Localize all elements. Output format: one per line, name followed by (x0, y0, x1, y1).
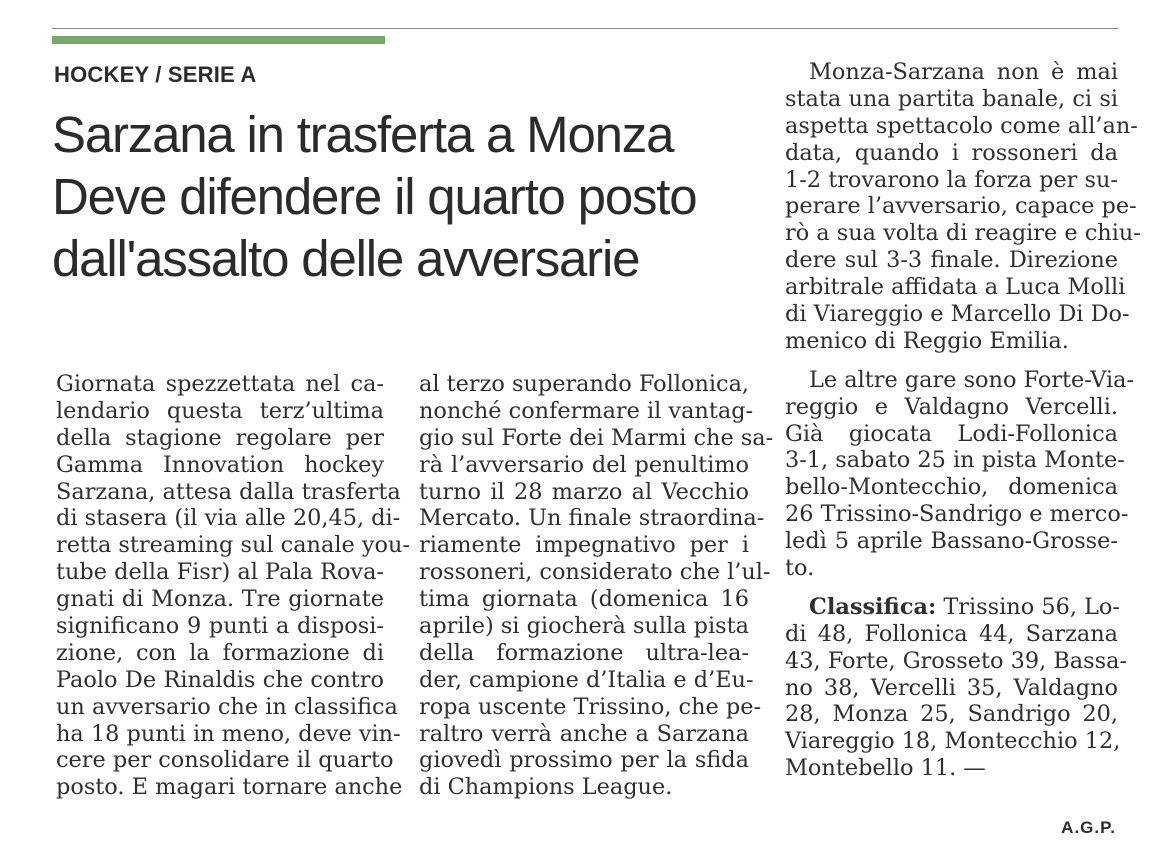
text-line: Giornata spezzettata nel ca- (56, 371, 384, 397)
text-line: raltro verrà anche a Sarzana (419, 720, 749, 747)
text-line: riamente impegnativo per i (419, 532, 749, 559)
article-column-1 (56, 371, 410, 801)
text-line: significano 9 punti a disposi- (56, 613, 384, 640)
text-line: nonché confermare il vantag- (419, 397, 754, 424)
paragraph-gap (785, 355, 1118, 367)
text-line: Viareggio 18, Montecchio 12, (785, 728, 1121, 755)
text-line: della stagione regolare per (56, 424, 384, 451)
text-line: 26 Trissino-Sandrigo e merco- (785, 501, 1129, 528)
section-accent-bar (52, 36, 385, 44)
text-line: turno il 28 marzo al Vecchio (419, 478, 749, 505)
text-line: 43, Forte, Grosseto 39, Bassa- (785, 647, 1128, 674)
top-rule (52, 28, 1118, 29)
text-line: 3-1, sabato 25 in pista Monte- (785, 447, 1125, 474)
text-line: tube della Fisr) al Pala Rova- (56, 559, 384, 586)
text-line: gio sul Forte dei Marmi che sa- (419, 424, 774, 451)
text-line: ropa uscente Trissino, che pe- (419, 693, 762, 720)
text-line: lendario questa terz’ultima (56, 397, 384, 424)
text-line: ledì 5 aprile Bassano-Grosse- (785, 528, 1118, 555)
text-line: posto. E magari tornare anche (56, 774, 403, 801)
text-line: aspetta spettacolo come all’an- (785, 112, 1138, 139)
section-kicker: HOCKEY / SERIE A (54, 62, 257, 87)
text-line: bello-Montecchio, domenica (785, 474, 1118, 501)
headline (52, 104, 767, 290)
text-line: Le altre gare sono Forte-Via- (809, 366, 1135, 393)
standings-first-text: Trissino 56, Lo- (936, 593, 1120, 620)
text-line: tima giornata (domenica 16 (419, 586, 749, 613)
paragraph-gap (785, 582, 1118, 594)
text-line: rossoneri, considerato che l’ul- (419, 559, 771, 586)
text-line: rà l’avversario del penultimo (419, 451, 749, 478)
text-line: data, quando i rossoneri da (785, 139, 1118, 166)
text-line: reggio e Valdagno Vercelli. (785, 393, 1118, 420)
text-line: della formazione ultra-lea- (419, 639, 749, 666)
text-line: Montebello 11. — (785, 755, 986, 782)
text-line: al terzo superando Follonica, (419, 371, 750, 397)
text-line: Sarzana, attesa dalla trasferta (56, 478, 401, 505)
text-line: retta streaming sul canale you- (56, 532, 410, 559)
headline-line: Deve difendere il quarto posto (52, 168, 697, 225)
text-line: zione, con la formazione di (56, 639, 384, 666)
text-line: no 38, Vercelli 35, Valdagno (785, 674, 1118, 701)
text-line: dere sul 3-3 finale. Direzione (785, 247, 1118, 274)
text-line: di Viareggio e Marcello Di Do- (785, 301, 1130, 328)
text-line: 1-2 trovarono la forza per su- (785, 166, 1118, 193)
text-line: der, campione d’Italia e d’Eu- (419, 666, 754, 693)
text-line: perare l’avversario, capace pe- (785, 193, 1137, 220)
text-line: to. (785, 555, 815, 582)
headline-line: dall'assalto delle avversarie (52, 230, 640, 287)
text-line: menico di Reggio Emilia. (785, 327, 1069, 354)
text-line: giovedì prossimo per la sfida (419, 747, 749, 774)
headline-line: Sarzana in trasferta a Monza (52, 106, 674, 163)
text-line: ha 18 punti in meno, deve vin- (56, 720, 401, 747)
text-line: rò a sua volta di reagire e chiu- (785, 220, 1141, 247)
standings-label: Classifica: (809, 593, 937, 620)
author-signature: A.G.P. (1061, 818, 1116, 837)
article-column-3 (785, 59, 1141, 782)
article-column-2 (419, 371, 774, 801)
text-line: di stasera (il via alle 20,45, di- (56, 505, 401, 532)
text-line: di Champions League. (419, 774, 673, 801)
text-line: di 48, Follonica 44, Sarzana (785, 620, 1118, 647)
text-line: cere per consolidare il quarto (56, 747, 394, 774)
text-line: Paolo De Rinaldis che contro (56, 666, 384, 693)
text-line: Mercato. Un finale straordina- (419, 505, 765, 532)
text-line: aprile) si giocherà sulla pista (419, 613, 749, 640)
standings-first-line (785, 594, 1118, 621)
text-line: 28, Monza 25, Sandrigo 20, (785, 701, 1118, 728)
text-line: stata una partita banale, ci si (785, 85, 1118, 112)
text-line: Già giocata Lodi-Follonica (785, 420, 1118, 447)
text-line: gnati di Monza. Tre giornate (56, 586, 384, 613)
text-line: arbitrale affidata a Luca Molli (785, 274, 1126, 301)
text-line: un avversario che in classifica (56, 693, 398, 720)
text-line: Monza-Sarzana non è mai (809, 59, 1118, 85)
text-line: Gamma Innovation hockey (56, 451, 384, 478)
